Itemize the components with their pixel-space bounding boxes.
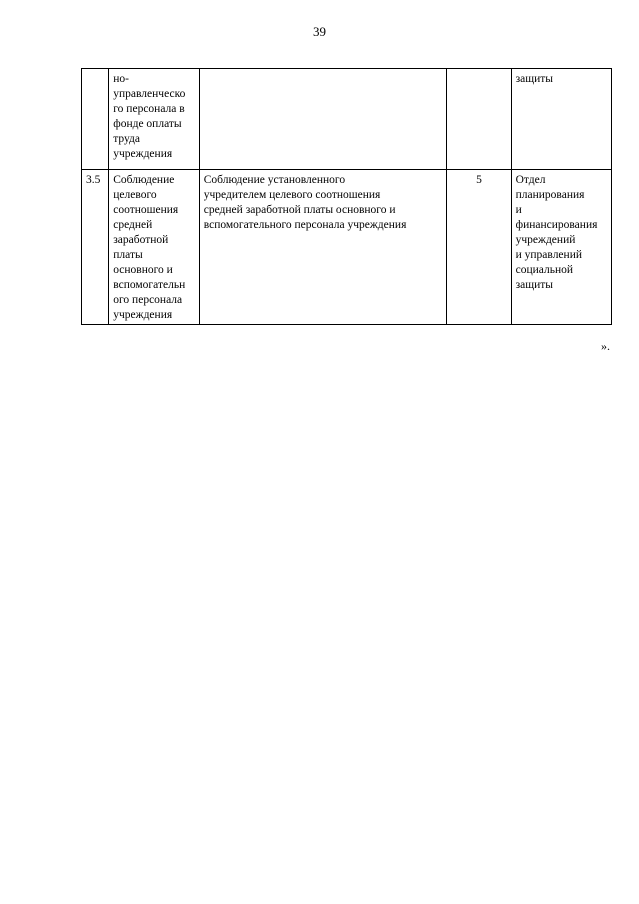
page-number: 39 [313,24,326,39]
text-line: защиты [515,73,554,85]
table-row-3-5 [82,170,612,325]
text-line: и [515,204,522,216]
text-line: защиты [515,279,554,291]
text-line: Отдел [515,174,546,186]
text-line: Соблюдение [113,174,175,186]
text-line: Соблюдение установленного [203,174,346,186]
text-line: учреждения [113,309,173,321]
cell-indicator-name [109,69,200,170]
cell-num: 3.5 [82,170,109,325]
text-line: социальной [515,264,574,276]
text-line: вспомогательн [113,279,186,291]
text-line: учреждения [113,148,173,160]
text-line: учреждений [515,234,576,246]
closing-quote-mark: ». [601,339,610,353]
text-line: но- [113,73,129,85]
text-line: соотношения [113,204,179,216]
cell-responsible [511,69,611,170]
text-line: вспомогательного персонала учреждения [203,219,407,231]
text-line: ого персонала [113,294,183,306]
text-line: целевого [113,189,157,201]
table-row-continuation [82,69,612,170]
cell-indicator-name [109,170,200,325]
text-line: платы [113,249,143,261]
text-line: средней заработной платы основного и [203,204,396,216]
text-line: основного и [113,264,173,276]
cell-points: 5 [447,170,511,325]
cell-num [82,69,109,170]
criteria-table [81,68,612,325]
text-line: и управлений [515,249,582,261]
cell-responsible [511,170,611,325]
text-line: го персонала в [113,103,185,115]
text-line: учредителем целевого соотношения [203,189,381,201]
text-line: заработной [113,234,169,246]
text-line: управленческо [113,88,186,100]
text-line: средней [113,219,153,231]
text-line: труда [113,133,140,145]
text-line: финансирования [515,219,598,231]
cell-description [199,69,447,170]
text-line: планирования [515,189,585,201]
text-line: фонде оплаты [113,118,182,130]
cell-points [447,69,511,170]
cell-description [199,170,447,325]
